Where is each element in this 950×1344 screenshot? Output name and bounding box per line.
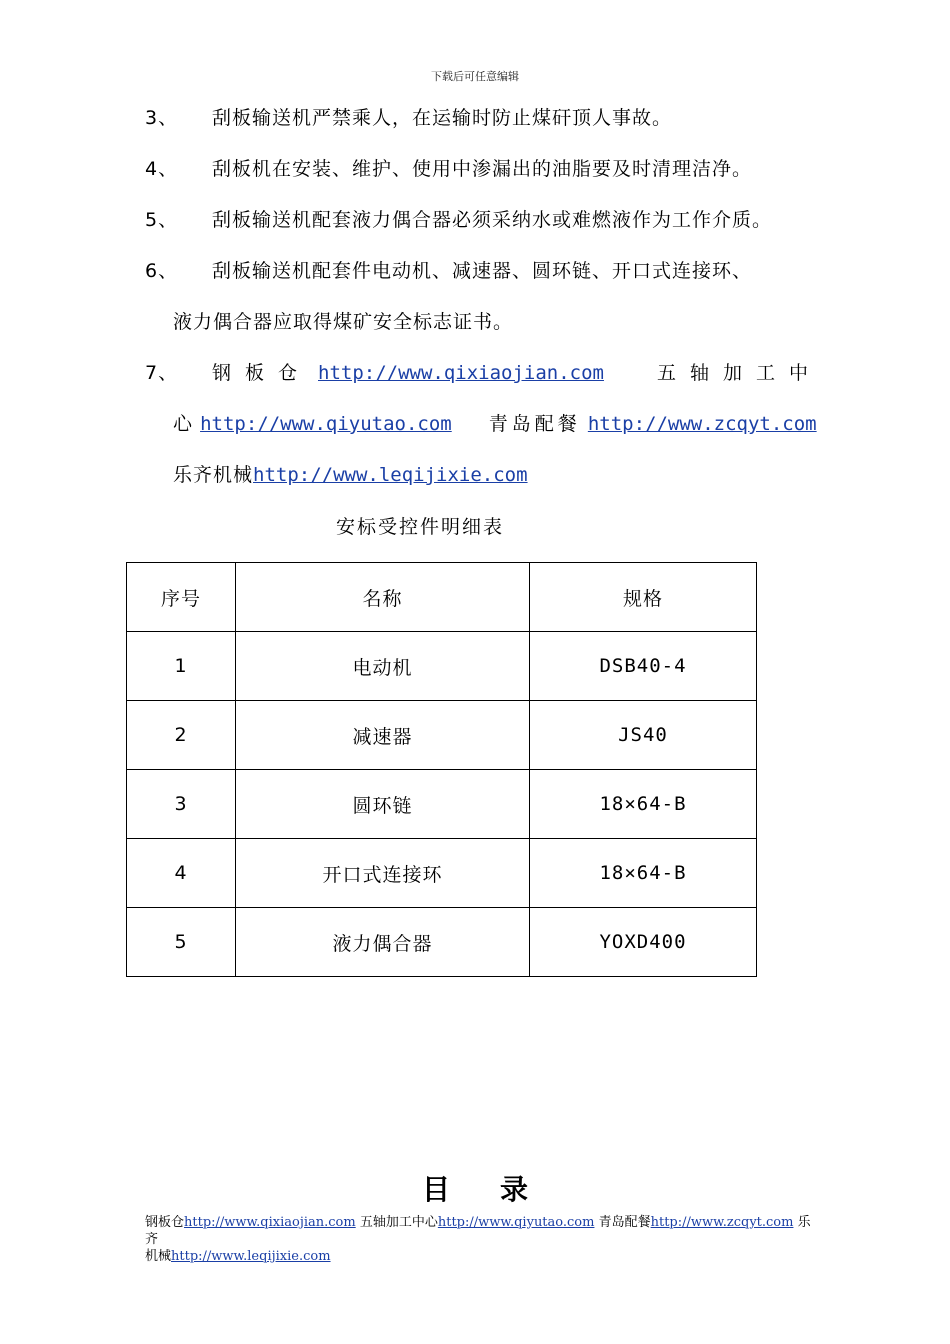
cell-index: 3 [127, 770, 236, 839]
table-row [127, 701, 757, 770]
cell-name: 液力偶合器 [236, 908, 530, 977]
item-text: 刮板输送机严禁乘人，在运输时防止煤矸顶人事故。 [212, 107, 673, 129]
link-label-qingdao-catering: 青岛配餐 [488, 413, 581, 435]
item-number: 5、 [145, 209, 179, 231]
page-footer [145, 1214, 815, 1265]
cell-spec: YOXD400 [530, 908, 757, 977]
item-number: 6、 [145, 260, 179, 282]
list-item-7-line3 [173, 463, 528, 487]
table-row [127, 839, 757, 908]
footer-label-steel-silo: 钢板仓 [145, 1215, 185, 1230]
item-number: 3、 [145, 107, 179, 129]
cell-spec: DSB40-4 [530, 632, 757, 701]
item-text: 刮板机在安装、维护、使用中渗漏出的油脂要及时清理洁净。 [212, 158, 753, 180]
table-row [127, 908, 757, 977]
cell-index: 1 [127, 632, 236, 701]
link-zcqyt[interactable]: http://www.zcqyt.com [587, 413, 817, 435]
footer-link-leqijixie[interactable]: http://www.leqijixie.com [171, 1249, 331, 1264]
link-qiyutao[interactable]: http://www.qiyutao.com [200, 413, 452, 435]
cell-index: 5 [127, 908, 236, 977]
page-header: 下载后可任意编辑 [431, 70, 519, 83]
table-header-row [127, 563, 757, 632]
link-label-leqi-machinery: 乐齐机械 [173, 464, 254, 486]
item-number: 4、 [145, 158, 179, 180]
footer-label-leqi-end: 机械 [145, 1249, 172, 1264]
list-item-7-line2 [173, 412, 817, 436]
cell-name: 开口式连接环 [236, 839, 530, 908]
table-title: 安标受控件明细表 [335, 516, 504, 538]
cell-name: 减速器 [236, 701, 530, 770]
table-row [127, 770, 757, 839]
footer-link-qixiaojian[interactable]: http://www.qixiaojian.com [184, 1215, 356, 1230]
controlled-parts-table [126, 562, 757, 977]
footer-link-qiyutao[interactable]: http://www.qiyutao.com [437, 1215, 595, 1230]
footer-label-qingdao-catering: 青岛配餐 [598, 1215, 651, 1230]
header-name: 名称 [236, 563, 530, 632]
cell-spec: JS40 [530, 701, 757, 770]
item-text: 刮板输送机配套液力偶合器必须采纳水或难燃液作为工作介质。 [212, 209, 773, 231]
cell-name: 圆环链 [236, 770, 530, 839]
table-row [127, 632, 757, 701]
toc-title: 目录 [421, 1173, 578, 1206]
link-leqijixie[interactable]: http://www.leqijixie.com [253, 464, 528, 486]
cell-name: 电动机 [236, 632, 530, 701]
footer-label-leqi-start: 乐齐 [145, 1215, 811, 1247]
cell-spec: 18×64-B [530, 839, 757, 908]
footer-link-zcqyt[interactable]: http://www.zcqyt.com [650, 1215, 794, 1230]
item-number: 7、 [145, 362, 179, 384]
link-label-five-axis-end: 心 [173, 413, 194, 435]
list-item-6-continued: 液力偶合器应取得煤矿安全标志证书。 [173, 311, 514, 333]
header-spec: 规格 [530, 563, 757, 632]
item-text: 刮板输送机配套件电动机、减速器、圆环链、开口式连接环、 [212, 260, 753, 282]
cell-spec: 18×64-B [530, 770, 757, 839]
footer-label-five-axis: 五轴加工中心 [359, 1215, 438, 1230]
link-label-five-axis: 五轴加工中 [657, 362, 823, 384]
link-qixiaojian[interactable]: http://www.qixiaojian.com [318, 362, 604, 384]
cell-index: 4 [127, 839, 236, 908]
cell-index: 2 [127, 701, 236, 770]
header-index: 序号 [127, 563, 236, 632]
footer-line2 [145, 1248, 815, 1265]
link-label-steel-silo: 钢板仓 [212, 362, 312, 384]
